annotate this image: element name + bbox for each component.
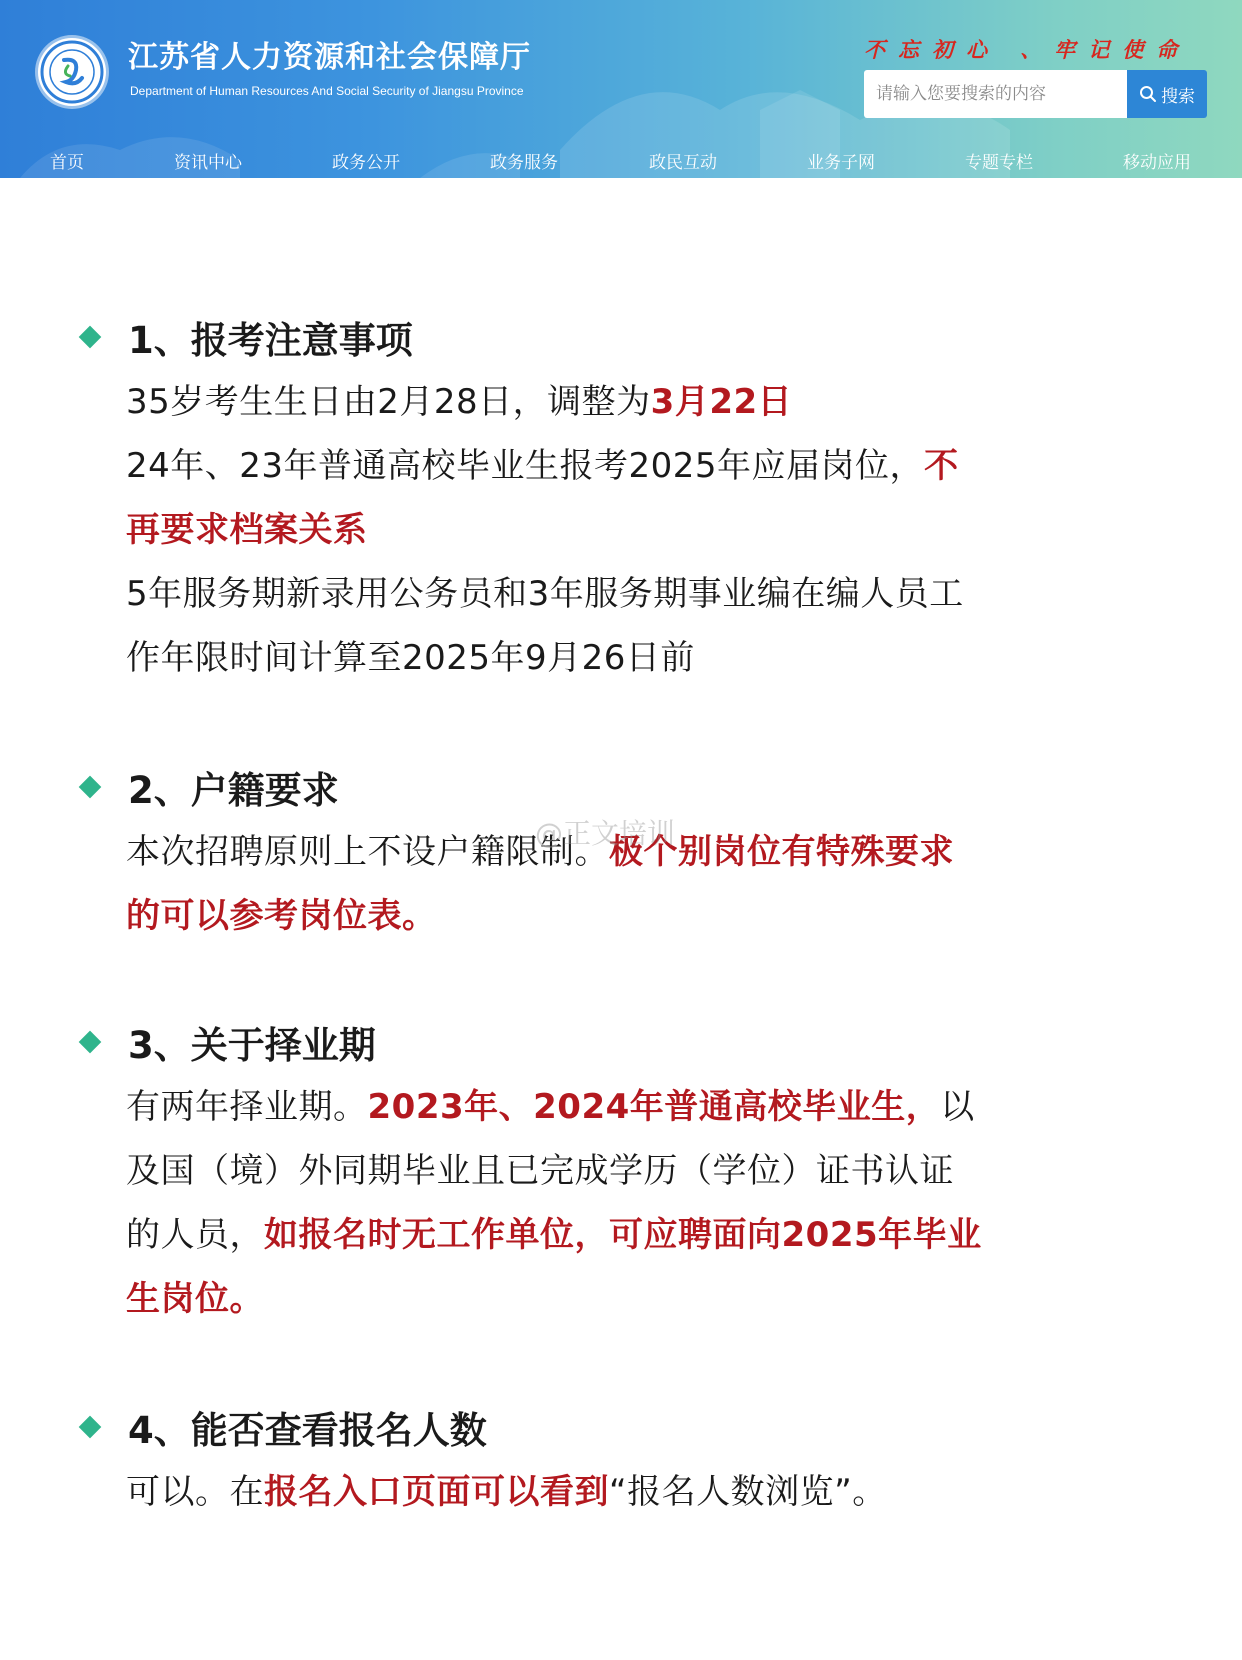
highlight-text-run: 3月22日 (650, 382, 793, 422)
diamond-bullet-icon (79, 1416, 102, 1439)
section-2-line-2 (126, 888, 437, 937)
text-run: 的人员， (126, 1215, 264, 1255)
nav-business-subsites[interactable]: 业务子网 (807, 153, 875, 173)
text-run: 作年限时间计算至2025年9月26日前 (126, 638, 695, 678)
diamond-bullet-icon (79, 776, 102, 799)
text-run: 及国（境）外同期毕业且已完成学历（学位）证书认证 (126, 1151, 954, 1191)
section-3-line-4 (126, 1271, 264, 1320)
department-logo-icon[interactable] (38, 38, 106, 106)
search-button-label: 搜索 (1161, 86, 1195, 107)
section-4-line-1 (126, 1464, 887, 1513)
section-title-text: 1、报考注意事项 (128, 319, 413, 362)
site-subtitle: Department of Human Resources And Social Security of Jiangsu Province (130, 84, 524, 98)
nav-home[interactable]: 首页 (50, 153, 84, 173)
highlight-text-run: 报名入口页面可以看到 (264, 1472, 609, 1512)
text-run: 5年服务期新录用公务员和3年服务期事业编在编人员工 (126, 574, 964, 614)
nav-mobile-apps[interactable]: 移动应用 (1123, 153, 1191, 173)
site-title[interactable]: 江苏省人力资源和社会保障厅 (128, 40, 531, 75)
nav-government-affairs-disclosure[interactable]: 政务公开 (332, 153, 400, 173)
nav-public-interaction[interactable]: 政民互动 (649, 153, 717, 173)
section-title-text: 4、能否查看报名人数 (128, 1409, 487, 1452)
site-motto: 不忘初心 、牢记使命 (864, 37, 1191, 62)
highlight-text-run: 的可以参考岗位表。 (126, 896, 437, 936)
text-run: 有两年择业期。 (126, 1087, 368, 1127)
highlight-text-run: 生岗位。 (126, 1279, 264, 1319)
text-run: 以 (940, 1087, 975, 1127)
text-run: 35岁考生生日由2月28日，调整为 (126, 382, 651, 422)
highlight-text-run: 如报名时无工作单位，可应聘面向2025年毕业 (264, 1215, 982, 1255)
section-1-line-4 (126, 566, 964, 615)
section-1-line-3 (126, 502, 368, 551)
section-1-line-2 (126, 438, 959, 487)
search-button[interactable] (1127, 70, 1207, 118)
diamond-bullet-icon (79, 326, 102, 349)
section-title-job-selection-period (76, 1015, 376, 1069)
nav-government-services[interactable]: 政务服务 (490, 153, 558, 173)
section-1-line-5 (126, 630, 695, 679)
section-title-applicant-count (76, 1400, 487, 1454)
nav-news-center[interactable]: 资讯中心 (174, 153, 242, 173)
section-title-text: 3、关于择业期 (128, 1024, 376, 1067)
section-3-line-2 (126, 1143, 954, 1192)
section-1-line-1 (126, 374, 792, 423)
highlight-text-run: 极个别岗位有特殊要求 (609, 832, 954, 872)
section-3-line-1 (126, 1079, 975, 1128)
site-header (0, 0, 1242, 178)
section-title-text: 2、户籍要求 (128, 769, 339, 812)
diamond-bullet-icon (79, 1031, 102, 1054)
text-run: “报名人数浏览”。 (609, 1472, 887, 1512)
watermark: @正文培训 (535, 817, 676, 850)
section-title-exam-notes (76, 310, 413, 364)
highlight-text-run: 2023年、2024年普通高校毕业生， (367, 1087, 941, 1127)
section-title-household-registration (76, 760, 339, 814)
text-run: 本次招聘原则上不设户籍限制。 (126, 832, 609, 872)
text-run: 可以。在 (126, 1472, 264, 1512)
search-input[interactable] (864, 70, 1127, 118)
highlight-text-run: 不 (924, 446, 959, 486)
highlight-text-run: 再要求档案关系 (126, 510, 368, 550)
section-3-line-3 (126, 1207, 982, 1256)
text-run: 24年、23年普通高校毕业生报考2025年应届岗位， (126, 446, 925, 486)
nav-special-topics[interactable]: 专题专栏 (965, 153, 1033, 173)
search-icon (1139, 85, 1157, 103)
search-bar (864, 70, 1207, 118)
